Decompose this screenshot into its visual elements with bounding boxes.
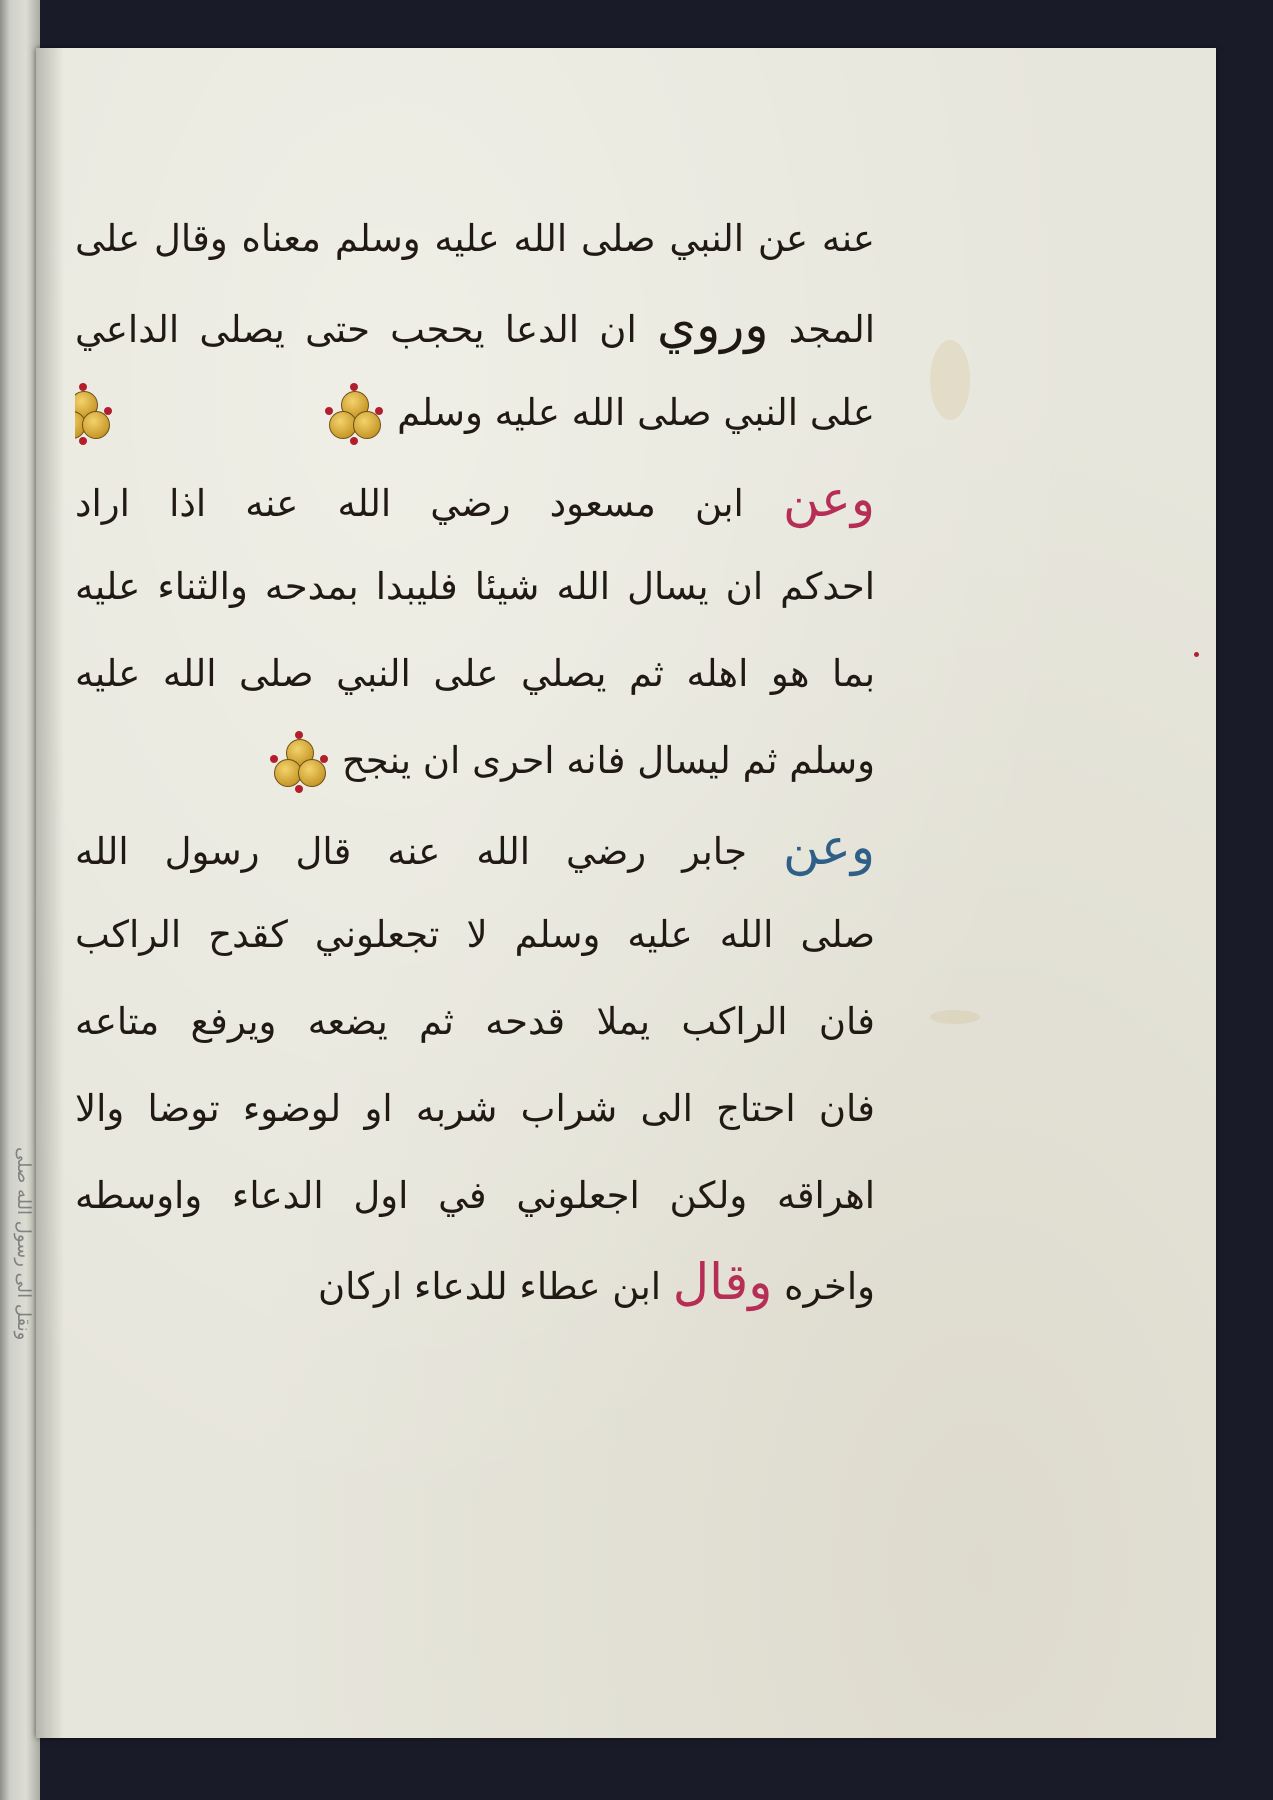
text-line bbox=[75, 1239, 875, 1326]
rubric-word: وروي bbox=[656, 296, 769, 354]
line-text: بما هو اهله ثم يصلي على النبي صلى الله عليه bbox=[75, 652, 875, 695]
gold-rosette-ornament bbox=[270, 735, 328, 793]
text-line bbox=[75, 804, 875, 891]
text-line bbox=[75, 369, 875, 456]
line-text: احدكم ان يسال الله شيئا فليبدا بمدحه والثناء عليه bbox=[75, 565, 875, 608]
previous-leaf-edge bbox=[0, 0, 40, 1800]
previous-leaf-text: ونقل الى رسول الله صلى bbox=[13, 1146, 34, 1340]
text-line bbox=[75, 282, 875, 369]
line-text: فان الراكب يملا قدحه ثم يضعه ويرفع متاعه bbox=[75, 1000, 875, 1043]
line-text: اهراقه ولكن اجعلوني في اول الدعاء واوسطه bbox=[75, 1174, 875, 1217]
text-line bbox=[75, 456, 875, 543]
line-text: عنه عن النبي صلى الله عليه وسلم معناه وقال على bbox=[75, 217, 875, 260]
text-line bbox=[75, 195, 875, 282]
line-text: فان احتاج الى شراب شربه او لوضوء توضا والا bbox=[75, 1087, 875, 1130]
text-line bbox=[75, 978, 875, 1065]
paper-stain bbox=[930, 340, 970, 420]
margin-ink-dot bbox=[1194, 652, 1199, 657]
line-text: صلى الله عليه وسلم لا تجعلوني كقدح الراكب bbox=[75, 913, 875, 956]
line-text: ابن مسعود رضي الله عنه اذا اراد bbox=[75, 482, 744, 525]
rubric-word: وعن bbox=[782, 470, 875, 528]
gutter-shadow bbox=[36, 48, 64, 1738]
text-line bbox=[75, 717, 875, 804]
rubric-word: وقال bbox=[672, 1253, 773, 1311]
main-text-block bbox=[75, 195, 875, 1326]
line-text: جابر رضي الله عنه قال رسول الله bbox=[75, 830, 747, 873]
text-line bbox=[75, 543, 875, 630]
gold-rosette-ornament bbox=[325, 387, 383, 445]
text-line bbox=[75, 1065, 875, 1152]
line-text: ابن عطاء للدعاء اركان bbox=[318, 1265, 662, 1308]
gold-rosette-ornament bbox=[75, 387, 112, 445]
line-text: على النبي صلى الله عليه وسلم bbox=[397, 391, 875, 434]
line-text: وسلم ثم ليسال فانه احرى ان ينجح bbox=[341, 739, 875, 782]
line-text: واخره bbox=[784, 1265, 875, 1308]
paper-stain bbox=[930, 1010, 980, 1024]
rubric-word: وعن bbox=[782, 818, 875, 876]
text-line bbox=[75, 891, 875, 978]
line-text: المجد bbox=[788, 308, 875, 351]
text-line bbox=[75, 1152, 875, 1239]
line-text: ان الدعا يحجب حتى يصلى الداعي bbox=[75, 308, 637, 351]
text-line bbox=[75, 630, 875, 717]
